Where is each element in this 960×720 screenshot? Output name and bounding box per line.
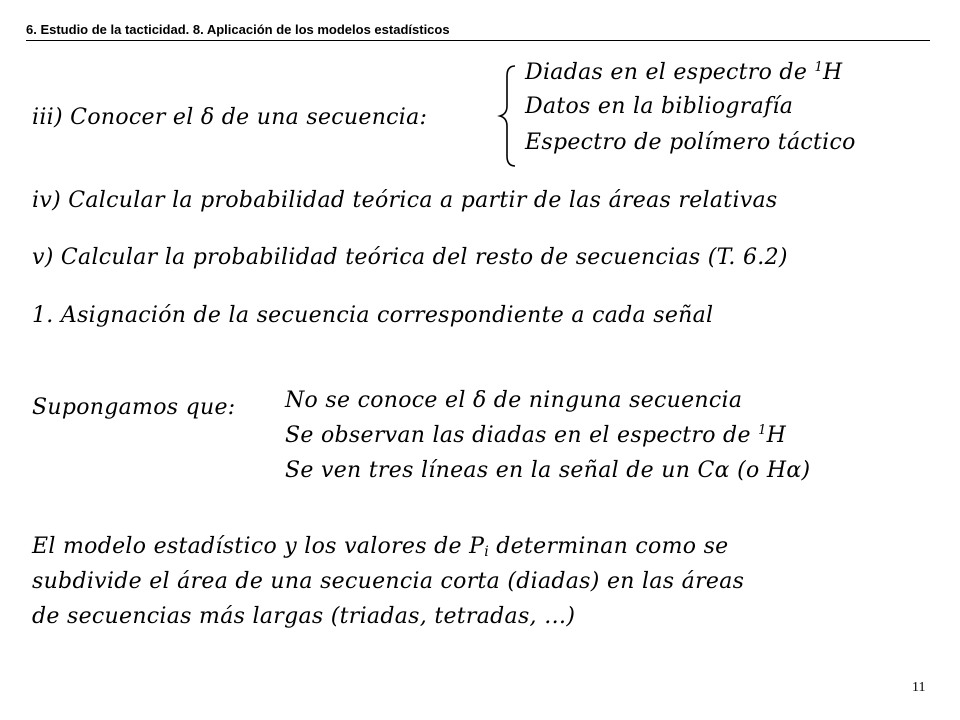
suppose-line-1 [285, 387, 742, 415]
option-diadas-text: Diadas en el espectro de [525, 60, 815, 85]
suppose-line-3-mid: (o H [729, 458, 787, 483]
suppose-label: Supongamos que: [32, 395, 236, 420]
suppose-line-2-sup: 1 [758, 423, 767, 438]
option-bibliografia: Datos en la bibliografía [525, 94, 794, 119]
suppose-line-1-after: de ninguna secuencia [486, 388, 743, 413]
alpha-symbol: α [786, 458, 802, 483]
suppose-line-1-before: No se conoce el [285, 388, 473, 413]
curly-brace [497, 64, 519, 168]
suppose-line-3-before: Se ven tres líneas en la señal de un C [285, 458, 715, 483]
page-number: 11 [912, 680, 926, 695]
paragraph-line-2: subdivide el área de una secuencia corta (diadas) en las áreas [32, 569, 745, 594]
paragraph-line-3: de secuencias más largas (triadas, tetradas, …) [32, 604, 576, 629]
step-iii-label-after: de una secuencia: [214, 105, 428, 130]
suppose-line-3-end: ) [801, 458, 811, 483]
paragraph-line-1-sub: i [484, 544, 489, 560]
section-1-heading: 1. Asignación de la secuencia correspondiente a cada señal [32, 303, 714, 328]
option-diadas-sup: 1 [814, 60, 824, 75]
delta-symbol: δ [200, 105, 215, 130]
option-diadas-end: H [823, 60, 843, 85]
step-iii-label [32, 104, 427, 132]
option-espectro: Espectro de polímero táctico [525, 130, 856, 155]
step-v: v) Calcular la probabilidad teórica del resto de secuencias (T. 6.2) [32, 245, 788, 270]
step-iv: iv) Calcular la probabilidad teórica a partir de las áreas relativas [32, 188, 778, 213]
paragraph-line-1-before: El modelo estadístico y los valores de P [32, 534, 485, 559]
alpha-symbol: α [714, 458, 730, 483]
delta-symbol: δ [472, 388, 487, 413]
paragraph-line-1 [32, 533, 729, 561]
suppose-line-2-text: Se observan las diadas en el espectro de [285, 423, 759, 448]
suppose-line-3 [285, 457, 810, 485]
step-iii-label-before: iii) Conocer el [32, 105, 201, 130]
paragraph-line-1-after: determinan como se [489, 534, 729, 559]
suppose-line-2-end: H [766, 423, 787, 448]
suppose-line-2 [285, 422, 786, 450]
header-title: 6. Estudio de la tacticidad. 8. Aplicación de los modelos estadísticos [26, 22, 930, 41]
option-diadas [525, 59, 843, 87]
